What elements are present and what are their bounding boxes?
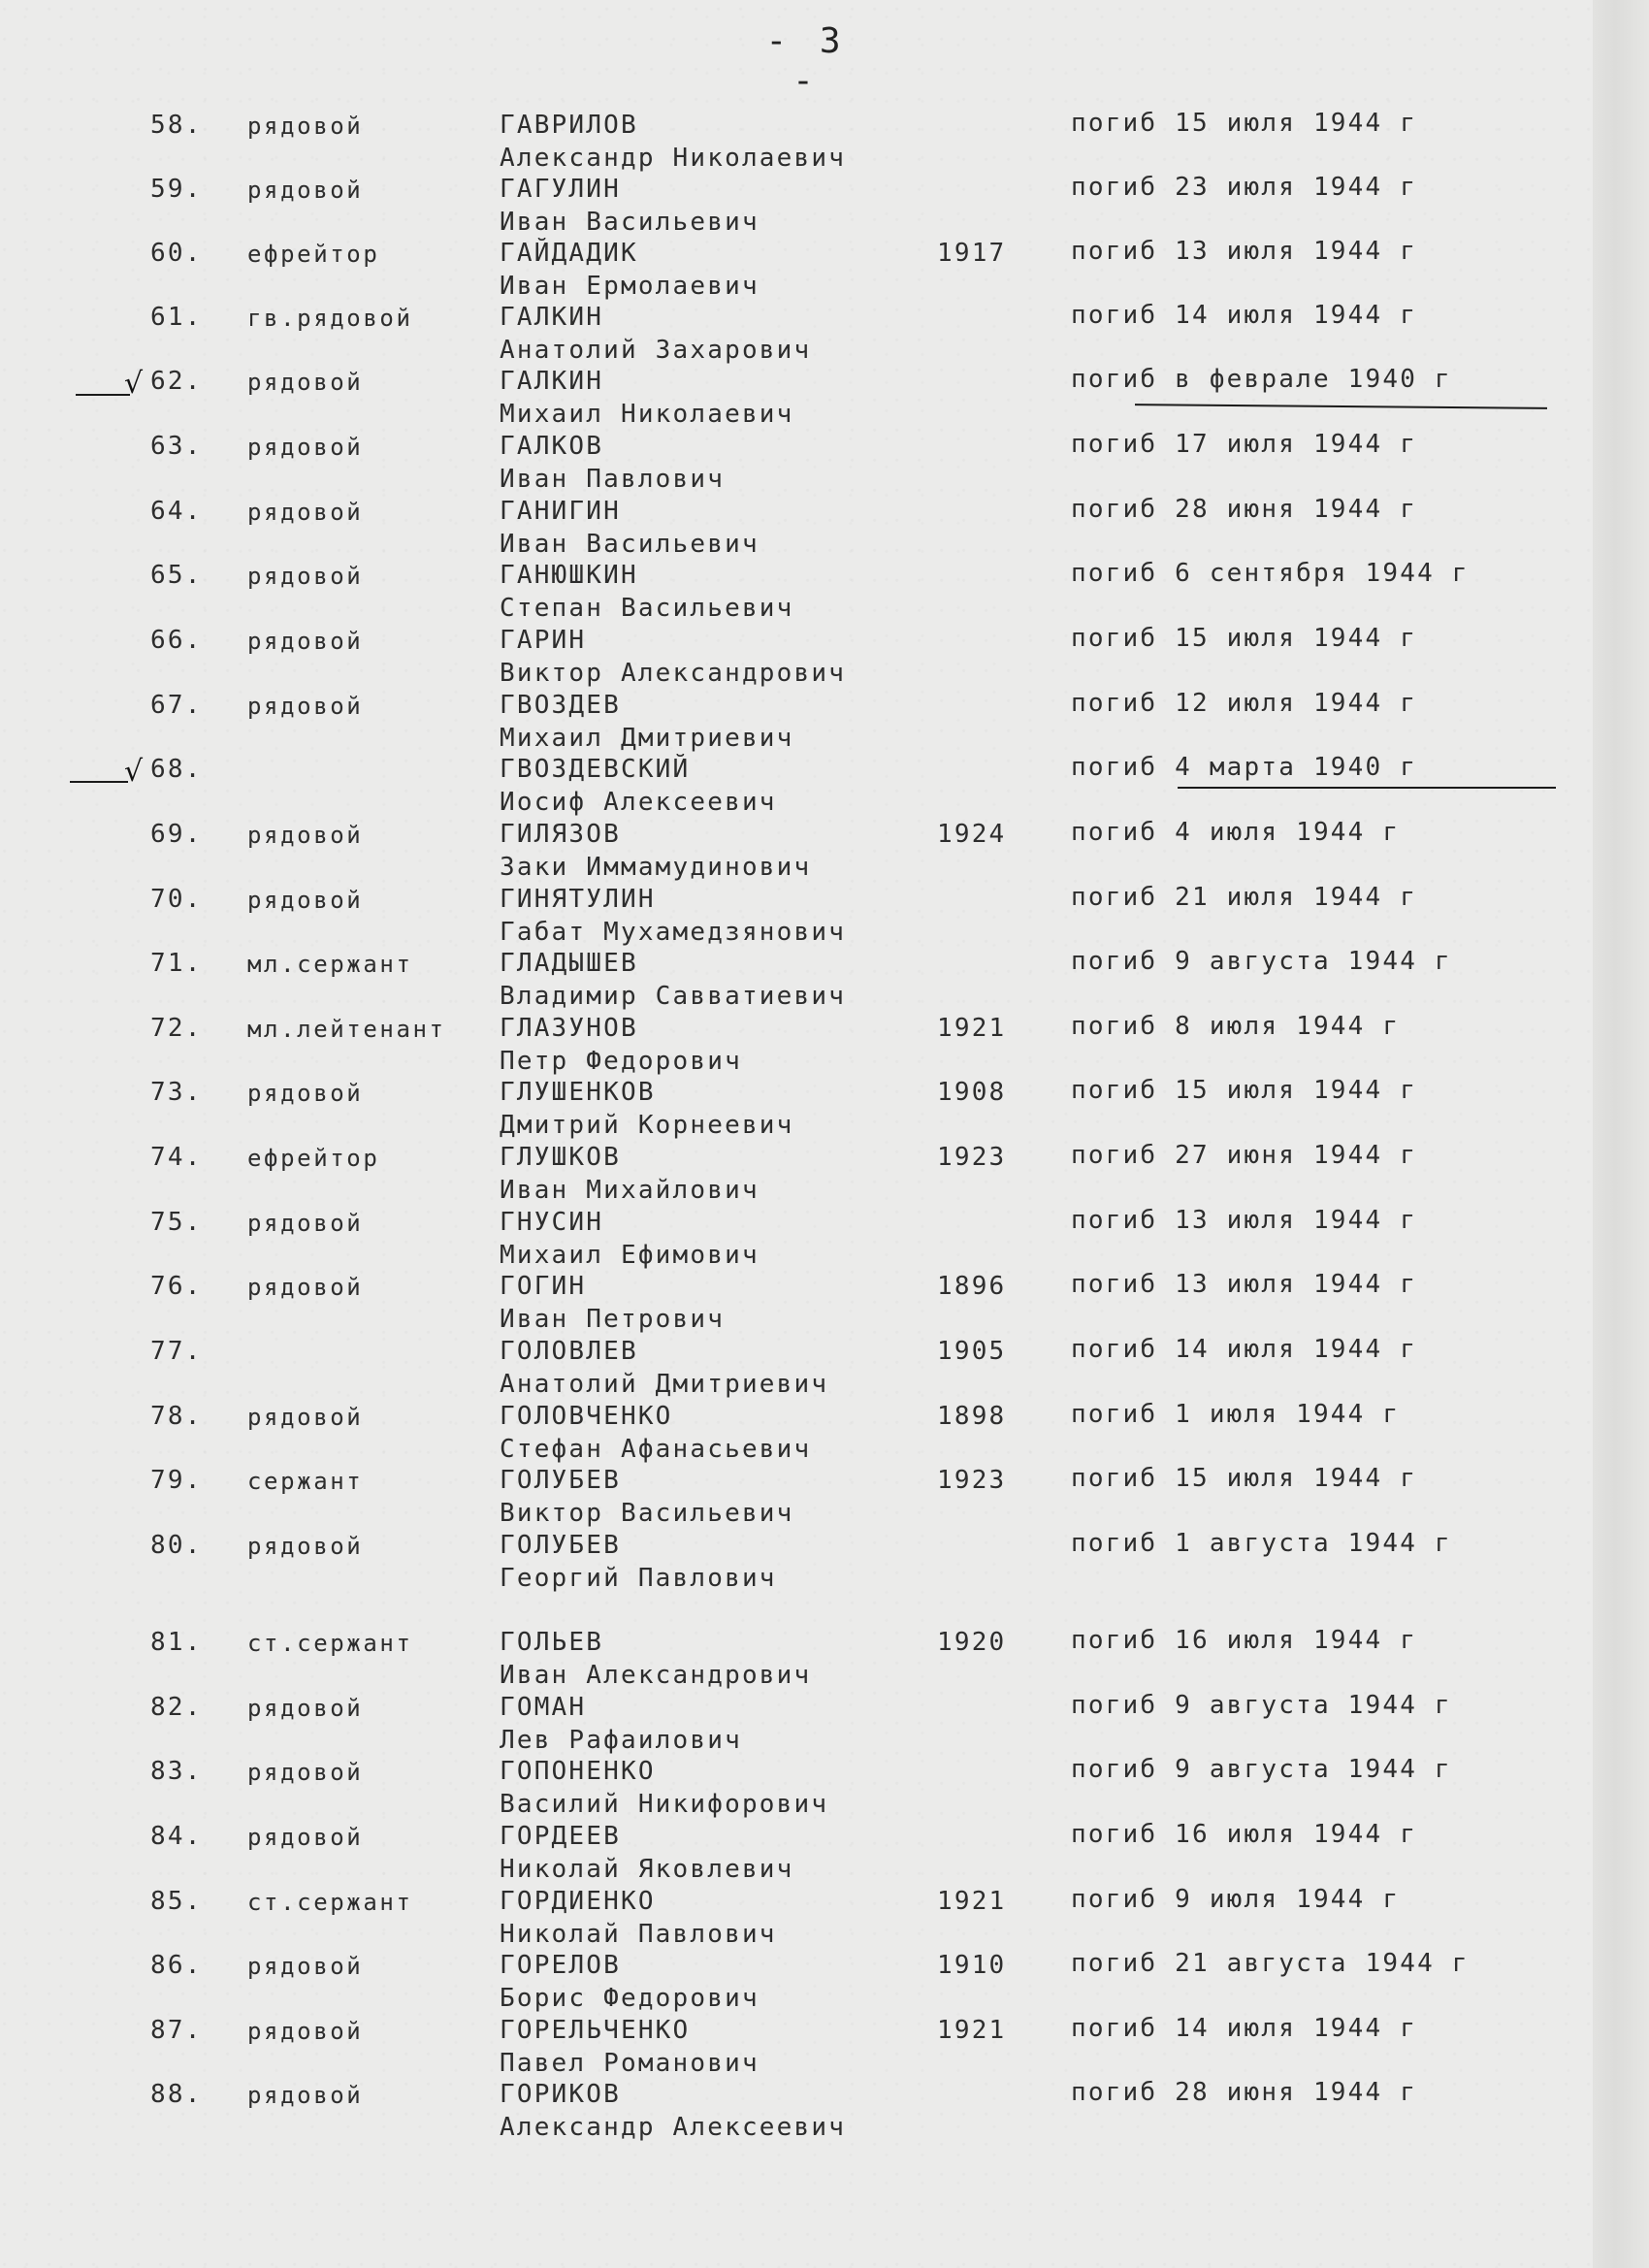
table-row [0,285,1591,365]
rank: мл.лейтенант [247,1016,446,1043]
rank: ст.сержант [247,1630,413,1657]
given-names: Петр Федорович [500,1047,742,1076]
rank: рядовой [247,1953,364,1980]
row-number: 88. [150,2080,203,2109]
fate: погиб 6 сентября 1944 г [1071,559,1470,588]
page-number: - 3 - [765,21,847,101]
table-row [0,479,1591,559]
row-number: 79. [150,1466,203,1495]
row-number: 84. [150,1822,203,1851]
given-names: Иван Ермолаевич [500,272,760,301]
fate: погиб 23 июля 1944 г [1071,173,1418,202]
table-row [0,349,1591,429]
table-row [0,867,1591,947]
fate: погиб 1 августа 1944 г [1071,1529,1452,1558]
given-names: Иван Михайлович [500,1176,760,1205]
table-row [0,543,1591,623]
surname: ГАЛКОВ [500,432,604,461]
rank: рядовой [247,628,364,655]
birth-year: 1917 [937,239,1007,268]
surname: ГЛАЗУНОВ [500,1014,638,1043]
surname: ГОЛУБЕВ [500,1466,621,1495]
given-names: Василий Никифорович [500,1790,829,1819]
fate: погиб 15 июля 1944 г [1071,1464,1418,1493]
table-row [0,1610,1591,1690]
row-number: 74. [150,1143,203,1172]
given-names: Александр Николаевич [500,144,847,173]
fate: погиб 28 июня 1944 г [1071,495,1418,524]
given-names: Иван Васильевич [500,208,760,237]
given-names: Георгий Павлович [500,1564,777,1593]
table-row [0,737,1591,817]
surname: ГАНИГИН [500,497,621,526]
surname: ГЛУШЕНКОВ [500,1078,656,1107]
row-number: 76. [150,1272,203,1301]
surname: ГОРИКОВ [500,2080,621,2109]
rank: рядовой [247,369,364,396]
row-number: 85. [150,1887,203,1916]
rank: рядовой [247,499,364,526]
given-names: Габат Мухамедзянович [500,918,847,947]
table-row [0,1675,1591,1755]
table-row [0,1384,1591,1464]
table-row [0,1933,1591,2013]
given-names: Степан Васильевич [500,594,794,623]
birth-year: 1923 [937,1466,1007,1495]
row-number: 66. [150,626,203,655]
table-row [0,1739,1591,1819]
given-names: Александр Алексеевич [500,2113,847,2142]
given-names: Иосиф Алексеевич [500,788,777,817]
fate: погиб 14 июля 1944 г [1071,2014,1418,2043]
table-row [0,157,1591,237]
surname: ГНУСИН [500,1208,604,1237]
fate: погиб 14 июля 1944 г [1071,1335,1418,1364]
table-row [0,1998,1591,2078]
row-number: 73. [150,1078,203,1107]
rank: рядовой [247,1274,364,1301]
fate: погиб 9 августа 1944 г [1071,1691,1452,1720]
rank: рядовой [247,887,364,914]
given-names: Иван Павлович [500,465,726,494]
rank: рядовой [247,113,364,140]
fate: погиб 15 июля 1944 г [1071,109,1418,138]
rank: рядовой [247,563,364,590]
birth-year: 1923 [937,1143,1007,1172]
birth-year: 1921 [937,1887,1007,1916]
surname: ГАЛКИН [500,303,604,332]
fate: погиб 16 июля 1944 г [1071,1820,1418,1849]
fate: погиб 16 июля 1944 г [1071,1626,1418,1655]
row-number: 71. [150,949,203,978]
table-row [0,1190,1591,1270]
given-names: Николай Павлович [500,1920,777,1949]
surname: ГАРИН [500,626,587,655]
surname: ГОРДИЕНКО [500,1887,656,1916]
row-number: 69. [150,820,203,849]
row-number: 67. [150,691,203,720]
given-names: Михаил Николаевич [500,400,794,429]
given-names: Стефан Афанасьевич [500,1435,812,1464]
surname: ГОЛОВЧЕНКО [500,1402,673,1431]
given-names: Борис Федорович [500,1984,760,2013]
row-number: 77. [150,1337,203,1366]
given-names: Виктор Александрович [500,659,847,688]
birth-year: 1898 [937,1402,1007,1431]
fate: погиб 9 июля 1944 г [1071,1885,1401,1914]
given-names: Владимир Савватиевич [500,982,847,1011]
fate: погиб 14 июля 1944 г [1071,301,1418,330]
surname: ГОМАН [500,1693,587,1722]
row-number: 62. [150,367,203,396]
row-number: 63. [150,432,203,461]
surname: ГОЛОВЛЕВ [500,1337,638,1366]
rank: гв.рядовой [247,305,413,332]
surname: ГАНЮШКИН [500,561,638,590]
surname: ГАВРИЛОВ [500,111,638,140]
handwritten-dash-68 [70,781,128,783]
row-number: 59. [150,175,203,204]
birth-year: 1924 [937,820,1007,849]
fate: погиб 9 августа 1944 г [1071,947,1452,976]
table-row [0,802,1591,882]
row-number: 58. [150,111,203,140]
underline-68 [1178,787,1556,789]
surname: ГВОЗДЕВ [500,691,621,720]
given-names: Иван Васильевич [500,530,760,559]
fate: погиб 13 июля 1944 г [1071,237,1418,266]
row-number: 70. [150,885,203,914]
surname: ГАЛКИН [500,367,604,396]
surname: ГЛАДЫШЕВ [500,949,638,978]
given-names: Анатолий Дмитриевич [500,1370,829,1399]
fate: погиб 21 августа 1944 г [1071,1949,1470,1978]
rank: рядовой [247,1533,364,1560]
surname: ГОРЕЛЬЧЕНКО [500,2016,691,2045]
row-number: 64. [150,497,203,526]
table-row [0,1804,1591,1884]
given-names: Дмитрий Корнеевич [500,1111,794,1140]
table-row [0,996,1591,1076]
rank: ефрейтор [247,241,380,268]
row-number: 80. [150,1531,203,1560]
fate: погиб 4 марта 1940 г [1071,753,1418,782]
rank: рядовой [247,822,364,849]
surname: ГОРДЕЕВ [500,1822,621,1851]
row-number: 60. [150,239,203,268]
rank: сержант [247,1468,364,1495]
given-names: Иван Петрович [500,1305,726,1334]
birth-year: 1896 [937,1272,1007,1301]
scan-edge [1593,0,1649,2268]
birth-year: 1921 [937,1014,1007,1043]
rank: рядовой [247,2018,364,2045]
surname: ГВОЗДЕВСКИЙ [500,755,691,784]
check-mark-68-icon: √ [124,755,144,789]
fate: погиб 15 июля 1944 г [1071,624,1418,653]
row-number: 83. [150,1757,203,1786]
table-row [0,1254,1591,1334]
table-row [0,221,1591,301]
given-names: Заки Иммамудинович [500,853,812,882]
row-number: 75. [150,1208,203,1237]
rank: ефрейтор [247,1145,380,1172]
row-number: 61. [150,303,203,332]
surname: ГОЛУБЕВ [500,1531,621,1560]
surname: ГИНЯТУЛИН [500,885,656,914]
rank: рядовой [247,2082,364,2109]
given-names: Иван Александрович [500,1661,812,1690]
table-row [0,414,1591,494]
fate: погиб 13 июля 1944 г [1071,1270,1418,1299]
rank: мл.сержант [247,951,413,978]
fate: погиб в феврале 1940 г [1071,365,1452,394]
surname: ГАГУЛИН [500,175,621,204]
fate: погиб 8 июля 1944 г [1071,1012,1401,1041]
table-row [0,93,1591,173]
fate: погиб 27 июня 1944 г [1071,1141,1418,1170]
rank: рядовой [247,1404,364,1431]
fate: погиб 4 июля 1944 г [1071,818,1401,847]
table-row [0,2062,1591,2142]
table-row [0,1869,1591,1949]
table-row [0,1125,1591,1205]
surname: ГОРЕЛОВ [500,1951,621,1980]
row-number: 87. [150,2016,203,2045]
birth-year: 1905 [937,1337,1007,1366]
given-names: Лев Рафаилович [500,1726,742,1755]
rank: рядовой [247,1695,364,1722]
rank: рядовой [247,1759,364,1786]
birth-year: 1908 [937,1078,1007,1107]
row-number: 68. [150,755,203,784]
surname: ГОПОНЕНКО [500,1757,656,1786]
check-mark-62-icon: √ [124,367,144,401]
rank: рядовой [247,1080,364,1107]
row-number: 81. [150,1628,203,1657]
birth-year: 1910 [937,1951,1007,1980]
surname: ГОГИН [500,1272,587,1301]
rank: рядовой [247,1210,364,1237]
fate: погиб 21 июля 1944 г [1071,883,1418,912]
surname: ГОЛЬЕВ [500,1628,604,1657]
table-row [0,1448,1591,1528]
table-row [0,673,1591,753]
birth-year: 1920 [937,1628,1007,1657]
rank: рядовой [247,1824,364,1851]
surname: ГИЛЯЗОВ [500,820,621,849]
surname: ГЛУШКОВ [500,1143,621,1172]
rank: ст.сержант [247,1889,413,1916]
rank: рядовой [247,693,364,720]
fate: погиб 1 июля 1944 г [1071,1400,1401,1429]
fate: погиб 13 июля 1944 г [1071,1206,1418,1235]
row-number: 82. [150,1693,203,1722]
surname: ГАЙДАДИК [500,239,638,268]
fate: погиб 15 июля 1944 г [1071,1076,1418,1105]
given-names: Анатолий Захарович [500,336,812,365]
table-row [0,1513,1591,1593]
rank: рядовой [247,434,364,461]
handwritten-dash-62 [76,394,130,396]
row-number: 65. [150,561,203,590]
row-number: 72. [150,1014,203,1043]
table-row [0,931,1591,1011]
fate: погиб 28 июня 1944 г [1071,2078,1418,2107]
table-row [0,1060,1591,1140]
fate: погиб 17 июля 1944 г [1071,430,1418,459]
table-row [0,1319,1591,1399]
given-names: Павел Романович [500,2049,760,2078]
given-names: Николай Яковлевич [500,1855,794,1884]
fate: погиб 12 июля 1944 г [1071,689,1418,718]
birth-year: 1921 [937,2016,1007,2045]
row-number: 78. [150,1402,203,1431]
row-number: 86. [150,1951,203,1980]
table-row [0,608,1591,688]
given-names: Михаил Ефимович [500,1241,760,1270]
given-names: Михаил Дмитриевич [500,724,794,753]
rank: рядовой [247,177,364,204]
given-names: Виктор Васильевич [500,1499,794,1528]
fate: погиб 9 августа 1944 г [1071,1755,1452,1784]
